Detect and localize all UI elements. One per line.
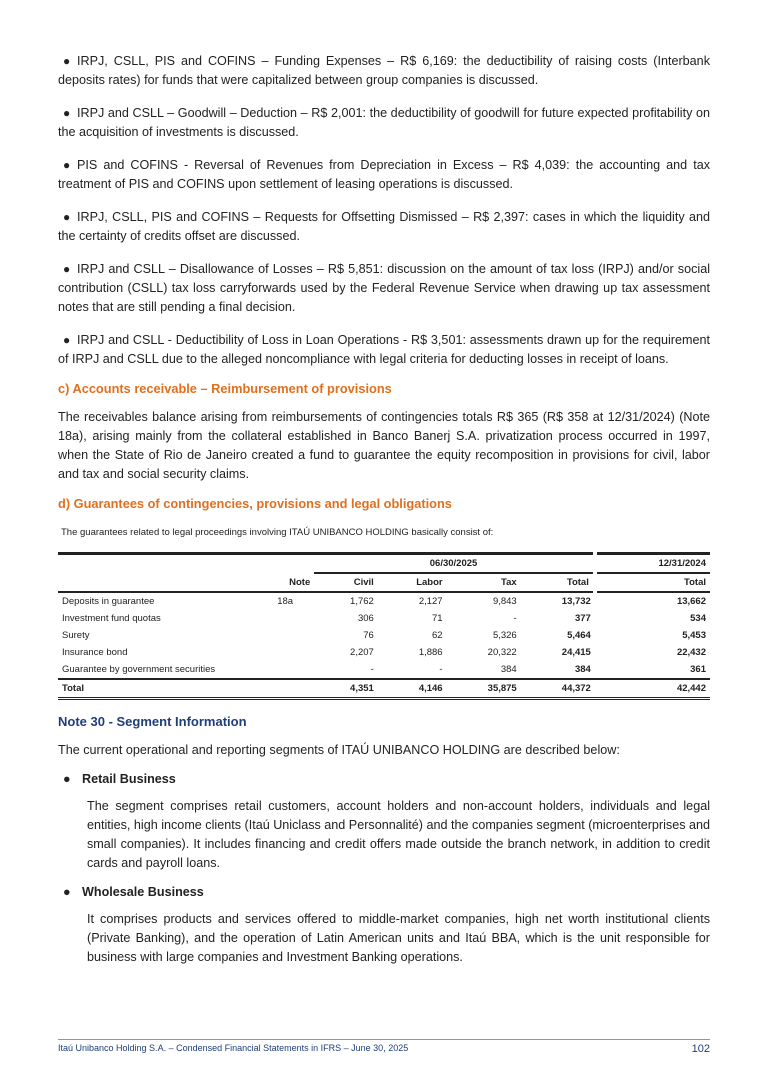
segment-text: It comprises products and services offered to middle-market companies, high net worth institutional clients (Private Banking), and the operation of Latin American units and Itaú BBA, which is the unit responsible for business with large companies and Investment Banking operations. xyxy=(87,912,710,964)
cell: 384 xyxy=(574,664,591,675)
table-row xyxy=(58,661,710,679)
note30-intro: The current operational and reporting segments of ITAÚ UNIBANCO HOLDING are described below: xyxy=(58,743,620,757)
section-c-text: The receivables balance arising from reimbursements of contingencies totals R$ 365 (R$ 358 at 12/31/2024) (Note 18a), arising mainly from the collateral established in Banco Banerj S.A. privatization process occurred in 1997, when the State of Rio de Janeiro created a fund to guarantee the equity recomposition in provisions for civil, labor and tax and social security claims. xyxy=(58,410,710,481)
cell: 42,442 xyxy=(595,679,710,699)
table-row xyxy=(58,592,710,610)
cell: 13,732 xyxy=(561,596,591,607)
cell: 35,875 xyxy=(447,679,521,699)
cell: 5,464 xyxy=(567,630,591,641)
cell xyxy=(256,644,314,661)
cell: 377 xyxy=(574,613,591,624)
bullet-icon: ● xyxy=(63,885,71,899)
column-header: Total xyxy=(595,573,710,592)
bullet-icon: ● xyxy=(63,106,71,120)
cell: 5,453 xyxy=(682,630,706,641)
cell xyxy=(256,679,314,699)
cell: - xyxy=(439,664,443,675)
segment-name: Wholesale Business xyxy=(82,885,204,899)
page-number: 102 xyxy=(691,1043,710,1055)
bullet-paragraph xyxy=(58,208,710,246)
bullet-paragraph xyxy=(58,260,710,317)
cell: Investment fund quotas xyxy=(62,613,161,624)
guarantees-table xyxy=(58,552,710,700)
footer-text: Itaú Unibanco Holding S.A. – Condensed Financial Statements in IFRS – June 30, 2025 xyxy=(58,1043,409,1053)
column-header: Total xyxy=(521,573,595,592)
section-d-title: d) Guarantees of contingencies, provisions and legal obligations xyxy=(58,496,452,511)
bullet-text: IRPJ and CSLL – Disallowance of Losses – R$ 5,851: discussion on the amount of tax loss (IRPJ) and/or social contribution (CSLL) tax loss carryforwards used by the Federal Revenue Service when drawing up tax assessment notes that are still pending a final decision. xyxy=(58,262,710,314)
cell xyxy=(256,627,314,644)
section-c-title: c) Accounts receivable – Reimbursement of provisions xyxy=(58,381,392,396)
segment-text: The segment comprises retail customers, account holders and non-account holders, individuals and legal entities, high income clients (Itaú Uniclass and Personnalité) and the companies segment (microenterprises and small companies). It includes financing and credit offers made outside the branch network, in addition to credit cards and payroll loans. xyxy=(87,799,711,870)
cell: 76 xyxy=(363,630,374,641)
cell: 44,372 xyxy=(521,679,595,699)
cell: - xyxy=(513,613,517,624)
bullet-icon: ● xyxy=(63,54,71,68)
cell: 9,843 xyxy=(492,596,517,607)
period-header: 12/31/2024 xyxy=(595,554,710,574)
cell: 22,432 xyxy=(676,647,706,658)
cell: Insurance bond xyxy=(62,647,128,658)
cell: 1,762 xyxy=(350,596,374,607)
bullet-text: IRPJ and CSLL – Goodwill – Deduction – R$ 2,001: the deductibility of goodwill for future expected profitability on the acquisition of investments is discussed. xyxy=(58,106,710,139)
cell xyxy=(256,661,314,679)
bullet-text: IRPJ and CSLL - Deductibility of Loss in Loan Operations - R$ 3,501: assessments drawn up for the requirement of IRPJ and CSLL due to the alleged noncompliance with legal criteria for deducting losses in receipt of loans. xyxy=(58,333,710,366)
page-footer xyxy=(58,1039,710,1055)
table-total-row xyxy=(58,679,710,699)
bullet-icon: ● xyxy=(63,210,71,224)
segment-name: Retail Business xyxy=(82,772,176,786)
cell: 62 xyxy=(432,630,443,641)
cell: 2,207 xyxy=(350,647,374,658)
table-intro: The guarantees related to legal proceedings involving ITAÚ UNIBANCO HOLDING basically consist of: xyxy=(61,527,494,538)
cell: 20,322 xyxy=(487,647,517,658)
cell: Guarantee by government securities xyxy=(62,664,216,675)
column-header: Tax xyxy=(447,573,521,592)
cell: 361 xyxy=(690,664,706,675)
cell: 4,351 xyxy=(314,679,378,699)
cell: 5,326 xyxy=(492,630,517,641)
cell: Surety xyxy=(62,630,90,641)
bullet-paragraph xyxy=(58,52,710,90)
bullet-paragraph xyxy=(58,104,710,142)
segment-heading xyxy=(58,770,710,789)
table-row xyxy=(58,644,710,661)
cell xyxy=(256,610,314,627)
bullet-icon: ● xyxy=(63,333,71,347)
table-row xyxy=(58,610,710,627)
cell: 71 xyxy=(432,613,443,624)
bullet-text: IRPJ, CSLL, PIS and COFINS – Funding Expenses – R$ 6,169: the deductibility of raising costs (Interbank deposits rates) for funds that were capitalized between group companies is discussed. xyxy=(58,54,710,87)
cell: 534 xyxy=(690,613,706,624)
bullet-text: PIS and COFINS - Reversal of Revenues from Depreciation in Excess – R$ 4,039: the accounting and tax treatment of PIS and COFINS upon settlement of leasing operations is discussed. xyxy=(58,158,710,191)
table-row xyxy=(58,627,710,644)
cell: 4,146 xyxy=(378,679,447,699)
cell: 24,415 xyxy=(561,647,591,658)
bullet-paragraph xyxy=(58,331,710,369)
cell: 18a xyxy=(277,596,294,607)
column-header: Civil xyxy=(314,573,378,592)
bullet-icon: ● xyxy=(63,772,71,786)
bullet-text: IRPJ, CSLL, PIS and COFINS – Requests for Offsetting Dismissed – R$ 2,397: cases in which the liquidity and the certainty of credits offset are discussed. xyxy=(58,210,710,243)
cell: 1,886 xyxy=(418,647,443,658)
cell: Total xyxy=(58,679,256,699)
cell: Deposits in guarantee xyxy=(62,596,155,607)
note30-title: Note 30 - Segment Information xyxy=(58,714,247,729)
cell: 306 xyxy=(357,613,374,624)
bullet-icon: ● xyxy=(63,158,71,172)
page-content xyxy=(58,52,710,977)
cell: - xyxy=(370,664,374,675)
column-header: Note xyxy=(256,573,314,592)
cell: 384 xyxy=(500,664,517,675)
cell: 2,127 xyxy=(418,596,443,607)
tax-bullets xyxy=(58,52,710,369)
cell: 13,662 xyxy=(676,596,706,607)
column-header: Labor xyxy=(378,573,447,592)
bullet-icon: ● xyxy=(63,262,71,276)
bullet-paragraph xyxy=(58,156,710,194)
segment-heading xyxy=(58,883,710,902)
period-header: 06/30/2025 xyxy=(314,554,595,574)
